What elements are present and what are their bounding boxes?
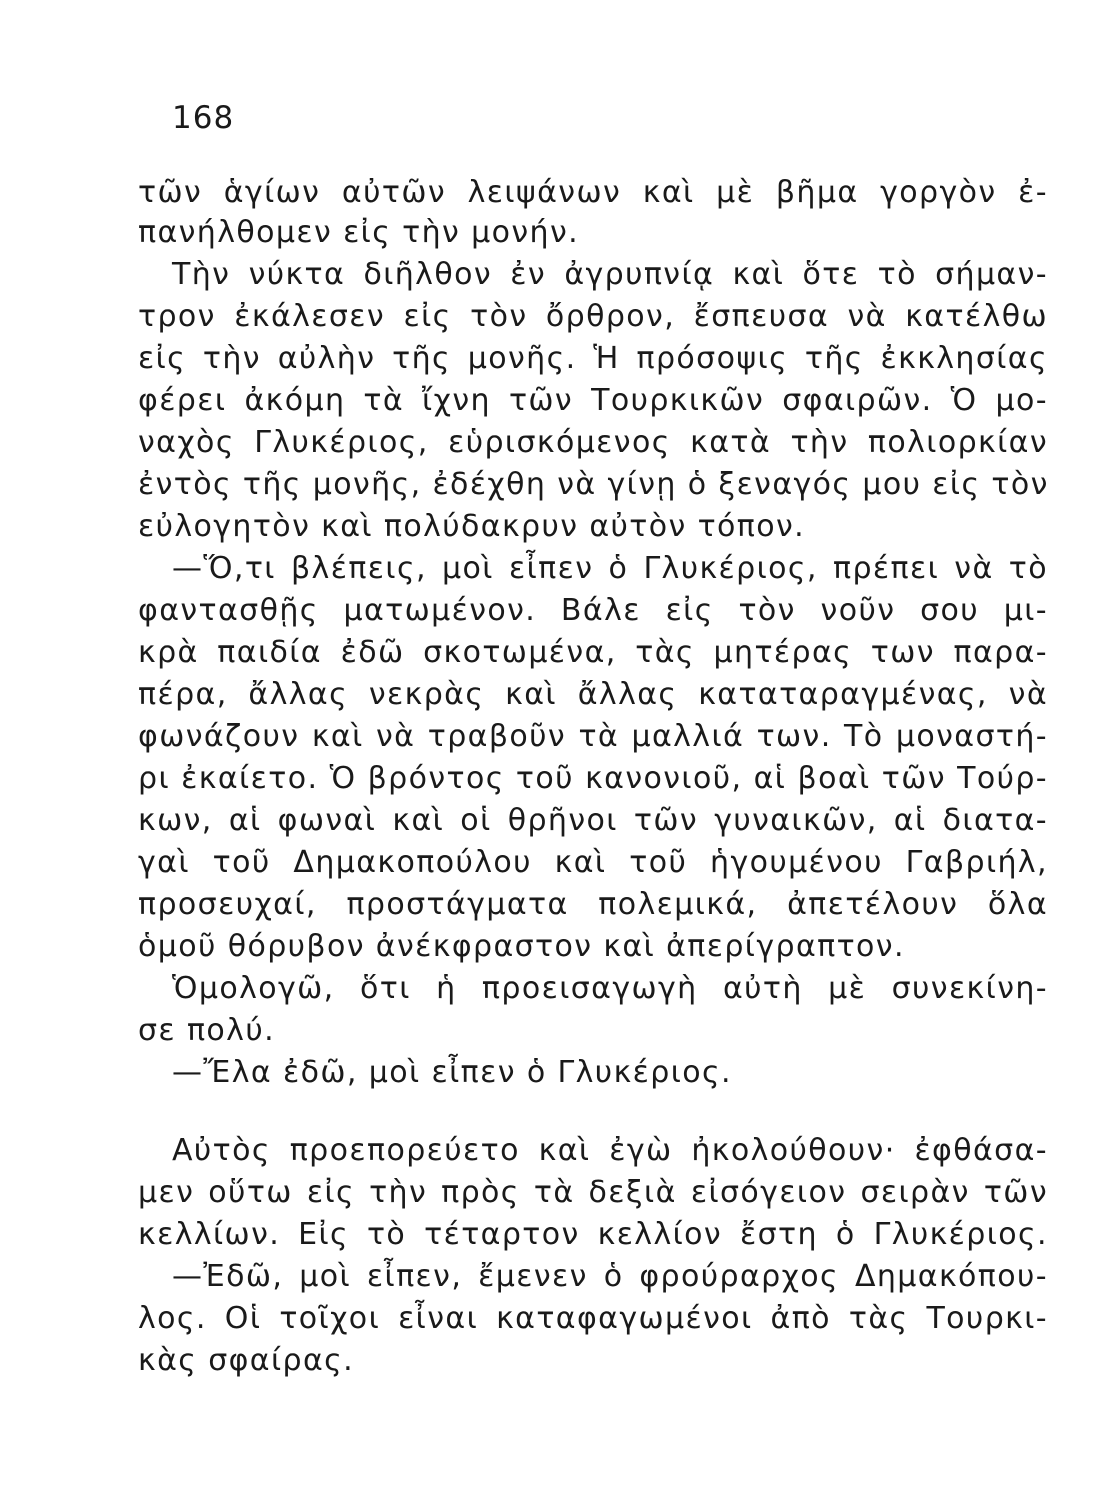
text-line: προσευχαί, προστάγματα πολεμικά, ἀπετέλουν ὅλα <box>138 887 1048 922</box>
text-line: ρι ἐκαίετο. Ὁ βρόντος τοῦ κανονιοῦ, αἱ βοαὶ τῶν Τούρ- <box>138 761 1048 796</box>
text-line: ναχὸς Γλυκέριος, εὑρισκόμενος κατὰ τὴν πολιορκίαν <box>138 425 1048 460</box>
text-line: φέρει ἀκόμη τὰ ἴχνη τῶν Τουρκικῶν σφαιρῶν. Ὁ μο- <box>138 383 1048 418</box>
text-line: πέρα, ἄλλας νεκρὰς καὶ ἄλλας καταταραγμένας, νὰ <box>138 677 1048 712</box>
text-line: κρὰ παιδία ἐδῶ σκοτωμένα, τὰς μητέρας των παρα- <box>138 635 1048 670</box>
text-line: κελλίων. Εἰς τὸ τέταρτον κελλίον ἔστη ὁ Γλυκέριος. <box>138 1217 1048 1252</box>
text-line: φαντασθῇς ματωμένον. Βάλε εἰς τὸν νοῦν σου μι- <box>138 593 1048 628</box>
text-line: τῶν ἁγίων αὐτῶν λειψάνων καὶ μὲ βῆμα γοργὸν ἐ- <box>138 175 1048 210</box>
text-line: εἰς τὴν αὐλὴν τῆς μονῆς. Ἡ πρόσοψις τῆς ἐκκλησίας <box>138 341 1048 376</box>
text-line: γαὶ τοῦ Δημακοπούλου καὶ τοῦ ἡγουμένου Γαβριήλ, <box>138 845 1048 880</box>
text-line: —Ἔλα ἐδῶ, μοὶ εἶπεν ὁ Γλυκέριος. <box>172 1055 732 1090</box>
text-line: ἐντὸς τῆς μονῆς, ἐδέχθη νὰ γίνῃ ὁ ξεναγός μου εἰς τὸν <box>138 467 1049 502</box>
text-line: εὐλογητὸν καὶ πολύδακρυν αὐτὸν τόπον. <box>138 509 806 544</box>
text-line: —Ὅ,τι βλέπεις, μοὶ εἶπεν ὁ Γλυκέριος, πρέπει νὰ τὸ <box>172 551 1048 586</box>
text-line: σε πολύ. <box>138 1013 276 1048</box>
text-line: —Ἐδῶ, μοὶ εἶπεν, ἔμενεν ὁ φρούραρχος Δημακόπου- <box>172 1259 1048 1294</box>
text-line: φωνάζουν καὶ νὰ τραβοῦν τὰ μαλλιά των. Τὸ μοναστή- <box>138 719 1048 754</box>
text-line: μεν οὕτω εἰς τὴν πρὸς τὰ δεξιὰ εἰσόγειον σειρὰν τῶν <box>138 1175 1048 1210</box>
text-line: λος. Οἱ τοῖχοι εἶναι καταφαγωμένοι ἀπὸ τὰς Τουρκι- <box>138 1301 1048 1336</box>
text-line: Αὐτὸς προεπορεύετο καὶ ἐγὼ ἠκολούθουν· ἐφθάσα- <box>172 1133 1048 1168</box>
text-line: Ὁμολογῶ, ὅτι ἡ προεισαγωγὴ αὐτὴ μὲ συνεκίνη- <box>172 971 1048 1006</box>
text-line: ὁμοῦ θόρυβον ἀνέκφραστον καὶ ἀπερίγραπτον. <box>138 929 905 964</box>
text-line: τρον ἐκάλεσεν εἰς τὸν ὄρθρον, ἔσπευσα νὰ κατέλθω <box>138 299 1048 334</box>
text-line: Τὴν νύκτα διῆλθον ἐν ἀγρυπνίᾳ καὶ ὅτε τὸ σήμαν- <box>172 257 1048 292</box>
text-line: κων, αἱ φωναὶ καὶ οἱ θρῆνοι τῶν γυναικῶν, αἱ διατα- <box>138 803 1048 838</box>
page-number: 168 <box>172 100 235 136</box>
text-line: πανήλθομεν εἰς τὴν μονήν. <box>138 215 580 250</box>
text-line: κὰς σφαίρας. <box>138 1343 355 1378</box>
